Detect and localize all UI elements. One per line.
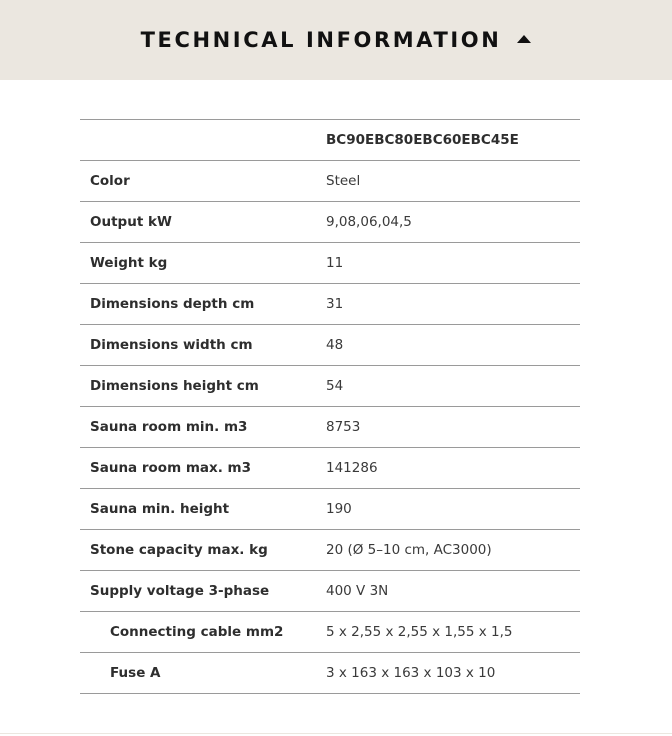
- row-value: 8753: [326, 419, 361, 435]
- table-row: [80, 407, 580, 448]
- row-value: 190: [326, 501, 352, 517]
- row-label: Connecting cable mm2: [110, 624, 284, 640]
- table-row: [80, 366, 580, 407]
- table-row: [80, 202, 580, 243]
- row-value: 20 (Ø 5–10 cm, AC3000): [326, 542, 492, 558]
- spec-table: [80, 119, 580, 694]
- table-row: [80, 612, 580, 653]
- row-label: Weight kg: [90, 255, 168, 271]
- row-label: Supply voltage 3-phase: [90, 583, 270, 599]
- row-label: Dimensions height cm: [90, 378, 259, 394]
- table-row: [80, 161, 580, 202]
- row-value: 54: [326, 378, 344, 394]
- table-row: [80, 489, 580, 530]
- section-title: TECHNICAL INFORMATION: [140, 28, 502, 52]
- section-divider: [0, 733, 672, 734]
- row-value: 141286: [326, 460, 378, 476]
- table-row: [80, 243, 580, 284]
- row-value: 3 x 163 x 163 x 103 x 10: [326, 665, 496, 681]
- row-value: 9,08,06,04,5: [326, 214, 412, 230]
- row-label: Stone capacity max. kg: [90, 542, 268, 558]
- table-row: [80, 284, 580, 325]
- table-row: [80, 448, 580, 489]
- row-value: 400 V 3N: [326, 583, 389, 599]
- technical-information-toggle[interactable]: [0, 0, 672, 80]
- caret-up-icon[interactable]: [517, 35, 531, 43]
- row-value: 31: [326, 296, 344, 312]
- row-label: Color: [90, 173, 130, 189]
- table-row: [80, 653, 580, 694]
- table-row: [80, 325, 580, 366]
- row-label: Dimensions width cm: [90, 337, 253, 353]
- row-label: Output kW: [90, 214, 172, 230]
- row-label: Fuse A: [110, 665, 161, 681]
- row-label: Sauna room max. m3: [90, 460, 252, 476]
- table-row: [80, 571, 580, 612]
- row-value: 11: [326, 255, 344, 271]
- row-label: Sauna min. height: [90, 501, 230, 517]
- row-value: 48: [326, 337, 344, 353]
- table-row: [80, 530, 580, 571]
- row-label: Sauna room min. m3: [90, 419, 248, 435]
- row-label: Dimensions depth cm: [90, 296, 255, 312]
- row-value: Steel: [326, 173, 361, 189]
- row-value: 5 x 2,55 x 2,55 x 1,55 x 1,5: [326, 624, 513, 640]
- model-names: BC90EBC80EBC60EBC45E: [326, 132, 519, 148]
- table-header-row: [80, 120, 580, 161]
